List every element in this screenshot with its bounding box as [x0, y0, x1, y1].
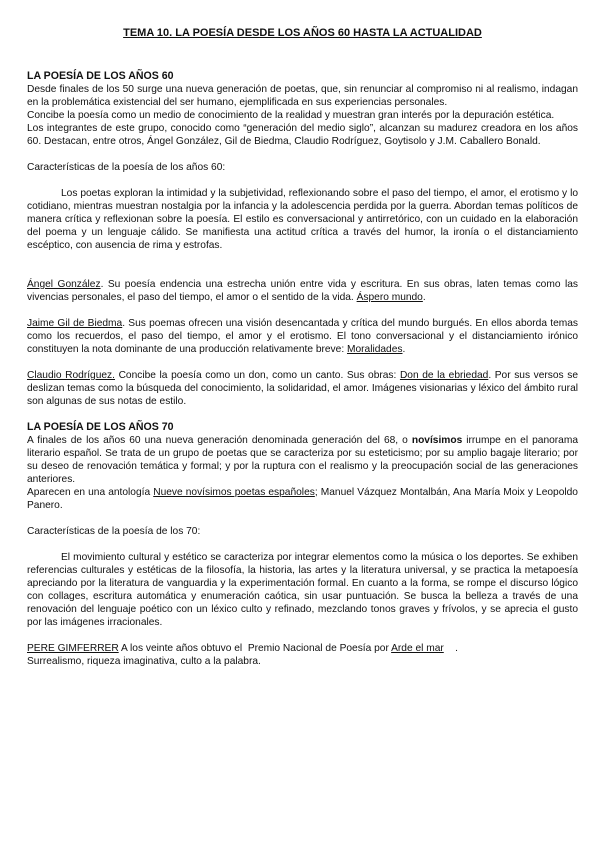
work-title: Áspero mundo [356, 292, 423, 303]
paragraph [27, 434, 578, 486]
author-name: Claudio Rodríguez. [27, 370, 115, 381]
text: ; Manuel Vázquez Montalbán, Ana María Moix y Leopoldo Panero. [27, 487, 578, 511]
punct: . [443, 643, 458, 654]
paragraph: Concibe la poesía como un medio de conocimiento de la realidad y muestran gran interés por la depuración estética. [27, 110, 555, 121]
document-title: TEMA 10. LA POESÍA DESDE LOS AÑOS 60 HASTA LA ACTUALIDAD [123, 27, 482, 39]
work-title: Nueve novísimos poetas españoles [153, 487, 315, 498]
paragraph: Los integrantes de este grupo, conocido como “generación del medio siglo”, alcanzan su madurez creadora en los años 60. Destacan, entre otros, Ángel González, Gil de Biedma, Claudio Rodríguez, Goytisolo y J.M. Caballero Bonald. [27, 123, 578, 147]
author-text: A los veinte años obtuvo el Premio Nacional de Poesía por [118, 643, 392, 654]
document-page [27, 27, 578, 668]
characteristics-label: Características de la poesía de los años 60: [27, 162, 226, 173]
punct: . [422, 292, 426, 303]
text: irrumpe en el panorama literario español. Se trata de un grupo de poetas que se caracteriza por su esteticismo; por su amplio bagaje literario; por su deseo de renovación temática y formal; y por la ruptura con el realismo y la preocupación social de las generaciones anteriores. [27, 435, 578, 485]
punct: . [402, 344, 406, 355]
author-name: Ángel González [27, 279, 101, 290]
paragraph [27, 486, 578, 512]
author-paragraph-jaime [27, 317, 578, 356]
bold-term: novísimos [411, 435, 463, 446]
text: A finales de los años 60 una nueva generación denominada generación del 68, o [27, 435, 412, 446]
author-paragraph-angel [27, 278, 578, 304]
work-title: Don de la ebriedad [399, 370, 489, 381]
section-heading-60: LA POESÍA DE LOS AÑOS 60 [27, 70, 174, 82]
paragraph: Desde finales de los 50 surge una nueva generación de poetas, que, sin renunciar al compromiso ni al realismo, indagan en la problemática existencial del ser humano, ejemplificada en sus experiencias personales. [27, 84, 578, 108]
author-paragraph-claudio [27, 369, 578, 408]
author-name: PERE GIMFERRER [27, 643, 119, 654]
author-text: Concibe la poesía como un don, como un canto. Sus obras: [114, 370, 400, 381]
text: Aparecen en una antología [27, 487, 154, 498]
author-text: . Sus poemas ofrecen una visión desencantada y crítica del mundo burgués. En ellos aborda temas como los recuerdos, el paso del tiempo, el amor y el erotismo. El tono conversacional y el distanciamiento irónico constituyen la nota dominante de una producción relativamente breve: [27, 318, 578, 355]
section-heading-70: LA POESÍA DE LOS AÑOS 70 [27, 421, 174, 433]
characteristics-text: El movimiento cultural y estético se caracteriza por integrar elementos como la música o los deportes. Se exhiben referencias culturales y estéticas de la filosofía, la historia, las artes y la literatura universal, y se practica la metapoesía apreciando por la literatura de vanguardia y la experimentación formal. En cuanto a la forma, se rompe el discurso lógico con collages, escritura automática y enumeración caótica, sin usar puntuación. Se busca la belleza a través de una renovación del lenguaje poético con un léxico culto y refinado, mezclando tonos graves y frívolos, y se aprecia el gusto por las imágenes irracionales. [27, 552, 578, 628]
work-title: Moralidades [346, 344, 403, 355]
work-title: Arde el mar [391, 643, 444, 654]
author-text: . Su poesía endencia una estrecha unión entre vida y escritura. En sus obras, laten temas como las vivencias personales, el paso del tiempo, el amor o el sentido de la vida. [27, 279, 578, 303]
author-text: . Por sus versos se deslizan temas como la búsqueda del conocimiento, la solidaridad, el amor. Imágenes visionarias y léxico del ámbito rural son algunas de sus notas de estilo. [27, 370, 579, 407]
characteristics-label: Características de la poesía de los 70: [27, 526, 201, 537]
author-name: Jaime Gil de Biedma [27, 318, 123, 329]
author-paragraph-pere [27, 642, 578, 655]
characteristics-text: Los poetas exploran la intimidad y la subjetividad, reflexionando sobre el paso del tiempo, el amor, el erotismo y lo cotidiano, mientras muestran nostalgia por la infancia y la adolescencia perdida por la guerra. Abordan temas políticos de manera crítica y reflexionan sobre la poesía. El estilo es conversacional y antirretórico, con un cuidado en la elaboración del poema y un lenguaje cálido. Se manifiesta una actitud crítica a través del humor, la ironía o el distanciamiento escéptico, con ausencia de rima y estrofas. [27, 188, 578, 251]
paragraph: Surrealismo, riqueza imaginativa, culto a la palabra. [27, 656, 261, 667]
